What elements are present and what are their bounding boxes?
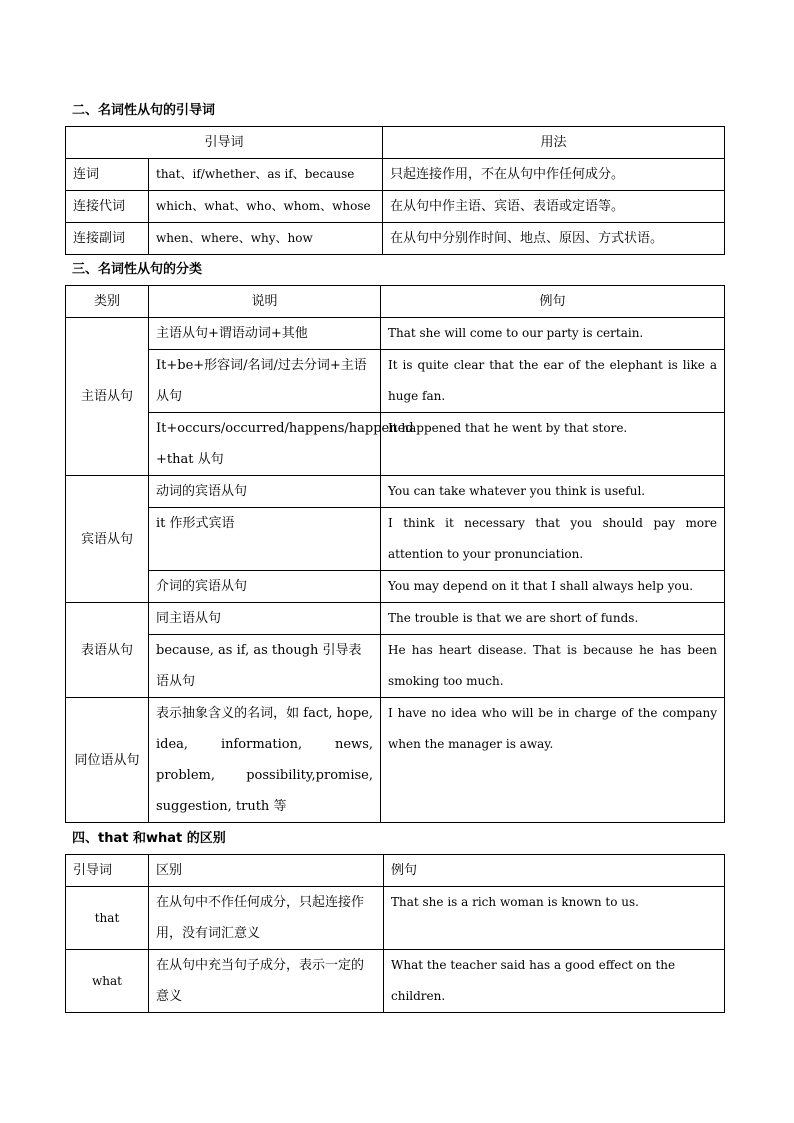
table-row [66,635,725,698]
header-example: 例句 [384,855,725,887]
table-row [66,350,725,413]
introducer-words: which、what、who、whom、whose [149,191,383,223]
example-cell: What the teacher said has a good effect on the children. [384,950,725,1013]
table-row [66,508,725,571]
example-cell: He has heart disease. That is because he has been smoking too much. [381,635,725,698]
header-description: 说明 [149,286,381,318]
example-cell: That she will come to our party is certain. [381,318,725,350]
table-header-row [66,286,725,318]
table-row [66,159,725,191]
introducer-word: that [66,887,149,950]
section-heading-that-vs-what: 四、that 和what 的区别 [72,831,226,846]
table-row [66,413,725,476]
table-row [66,318,725,350]
example-cell: It is quite clear that the ear of the elephant is like a huge fan. [381,350,725,413]
category-cell: 主语从句 [66,318,149,476]
introducer-type: 连接代词 [66,191,149,223]
introducer-word: what [66,950,149,1013]
difference-cell: 在从句中不作任何成分，只起连接作用，没有词汇意义 [149,887,384,950]
table-header-row [66,855,725,887]
description-cell: 同主语从句 [149,603,381,635]
introducer-usage: 在从句中分别作时间、地点、原因、方式状语。 [383,223,725,255]
table-header-row [66,127,725,159]
header-example: 例句 [381,286,725,318]
introducer-type: 连词 [66,159,149,191]
example-cell: That she is a rich woman is known to us. [384,887,725,950]
table-row [66,950,725,1013]
example-cell: I have no idea who will be in charge of the company when the manager is away. [381,698,725,823]
description-cell: 介词的宾语从句 [149,571,381,603]
description-cell: 主语从句+谓语动词+其他 [149,318,381,350]
table-row [66,476,725,508]
that-vs-what-table [65,854,725,1013]
section-heading-classification: 三、名词性从句的分类 [72,262,203,277]
table-row [66,223,725,255]
example-cell: You can take whatever you think is useful. [381,476,725,508]
example-cell: I think it necessary that you should pay more attention to your pronunciation. [381,508,725,571]
classification-table [65,285,725,823]
category-cell: 表语从句 [66,603,149,698]
header-usage: 用法 [383,127,725,159]
table-row [66,571,725,603]
introducer-usage: 在从句中作主语、宾语、表语或定语等。 [383,191,725,223]
description-cell: because, as if, as though 引导表语从句 [149,635,381,698]
description-cell: 表示抽象含义的名词，如 fact, hope, idea, information, news, problem, possibility,promise, suggestion, truth 等 [149,698,381,823]
table-row [66,698,725,823]
description-cell: It+be+形容词/名词/过去分词+主语从句 [149,350,381,413]
category-cell: 宾语从句 [66,476,149,603]
header-difference: 区别 [149,855,384,887]
table-row [66,191,725,223]
introducer-type: 连接副词 [66,223,149,255]
description-cell: 动词的宾语从句 [149,476,381,508]
header-introducer: 引导词 [66,855,149,887]
table-row [66,887,725,950]
description-cell: it 作形式宾语 [149,508,381,571]
table-row [66,603,725,635]
header-introducer: 引导词 [66,127,383,159]
introducer-words: when、where、why、how [149,223,383,255]
section-heading-introducers: 二、名词性从句的引导词 [72,103,216,118]
header-category: 类别 [66,286,149,318]
difference-cell: 在从句中充当句子成分，表示一定的意义 [149,950,384,1013]
introducer-words: that、if/whether、as if、because [149,159,383,191]
description-cell: It+occurs/occurred/happens/happened +that 从句 [149,413,381,476]
example-cell: It happened that he went by that store. [381,413,725,476]
category-cell: 同位语从句 [66,698,149,823]
introducer-usage: 只起连接作用，不在从句中作任何成分。 [383,159,725,191]
example-cell: You may depend on it that I shall always help you. [381,571,725,603]
introducers-table [65,126,725,255]
example-cell: The trouble is that we are short of funds. [381,603,725,635]
